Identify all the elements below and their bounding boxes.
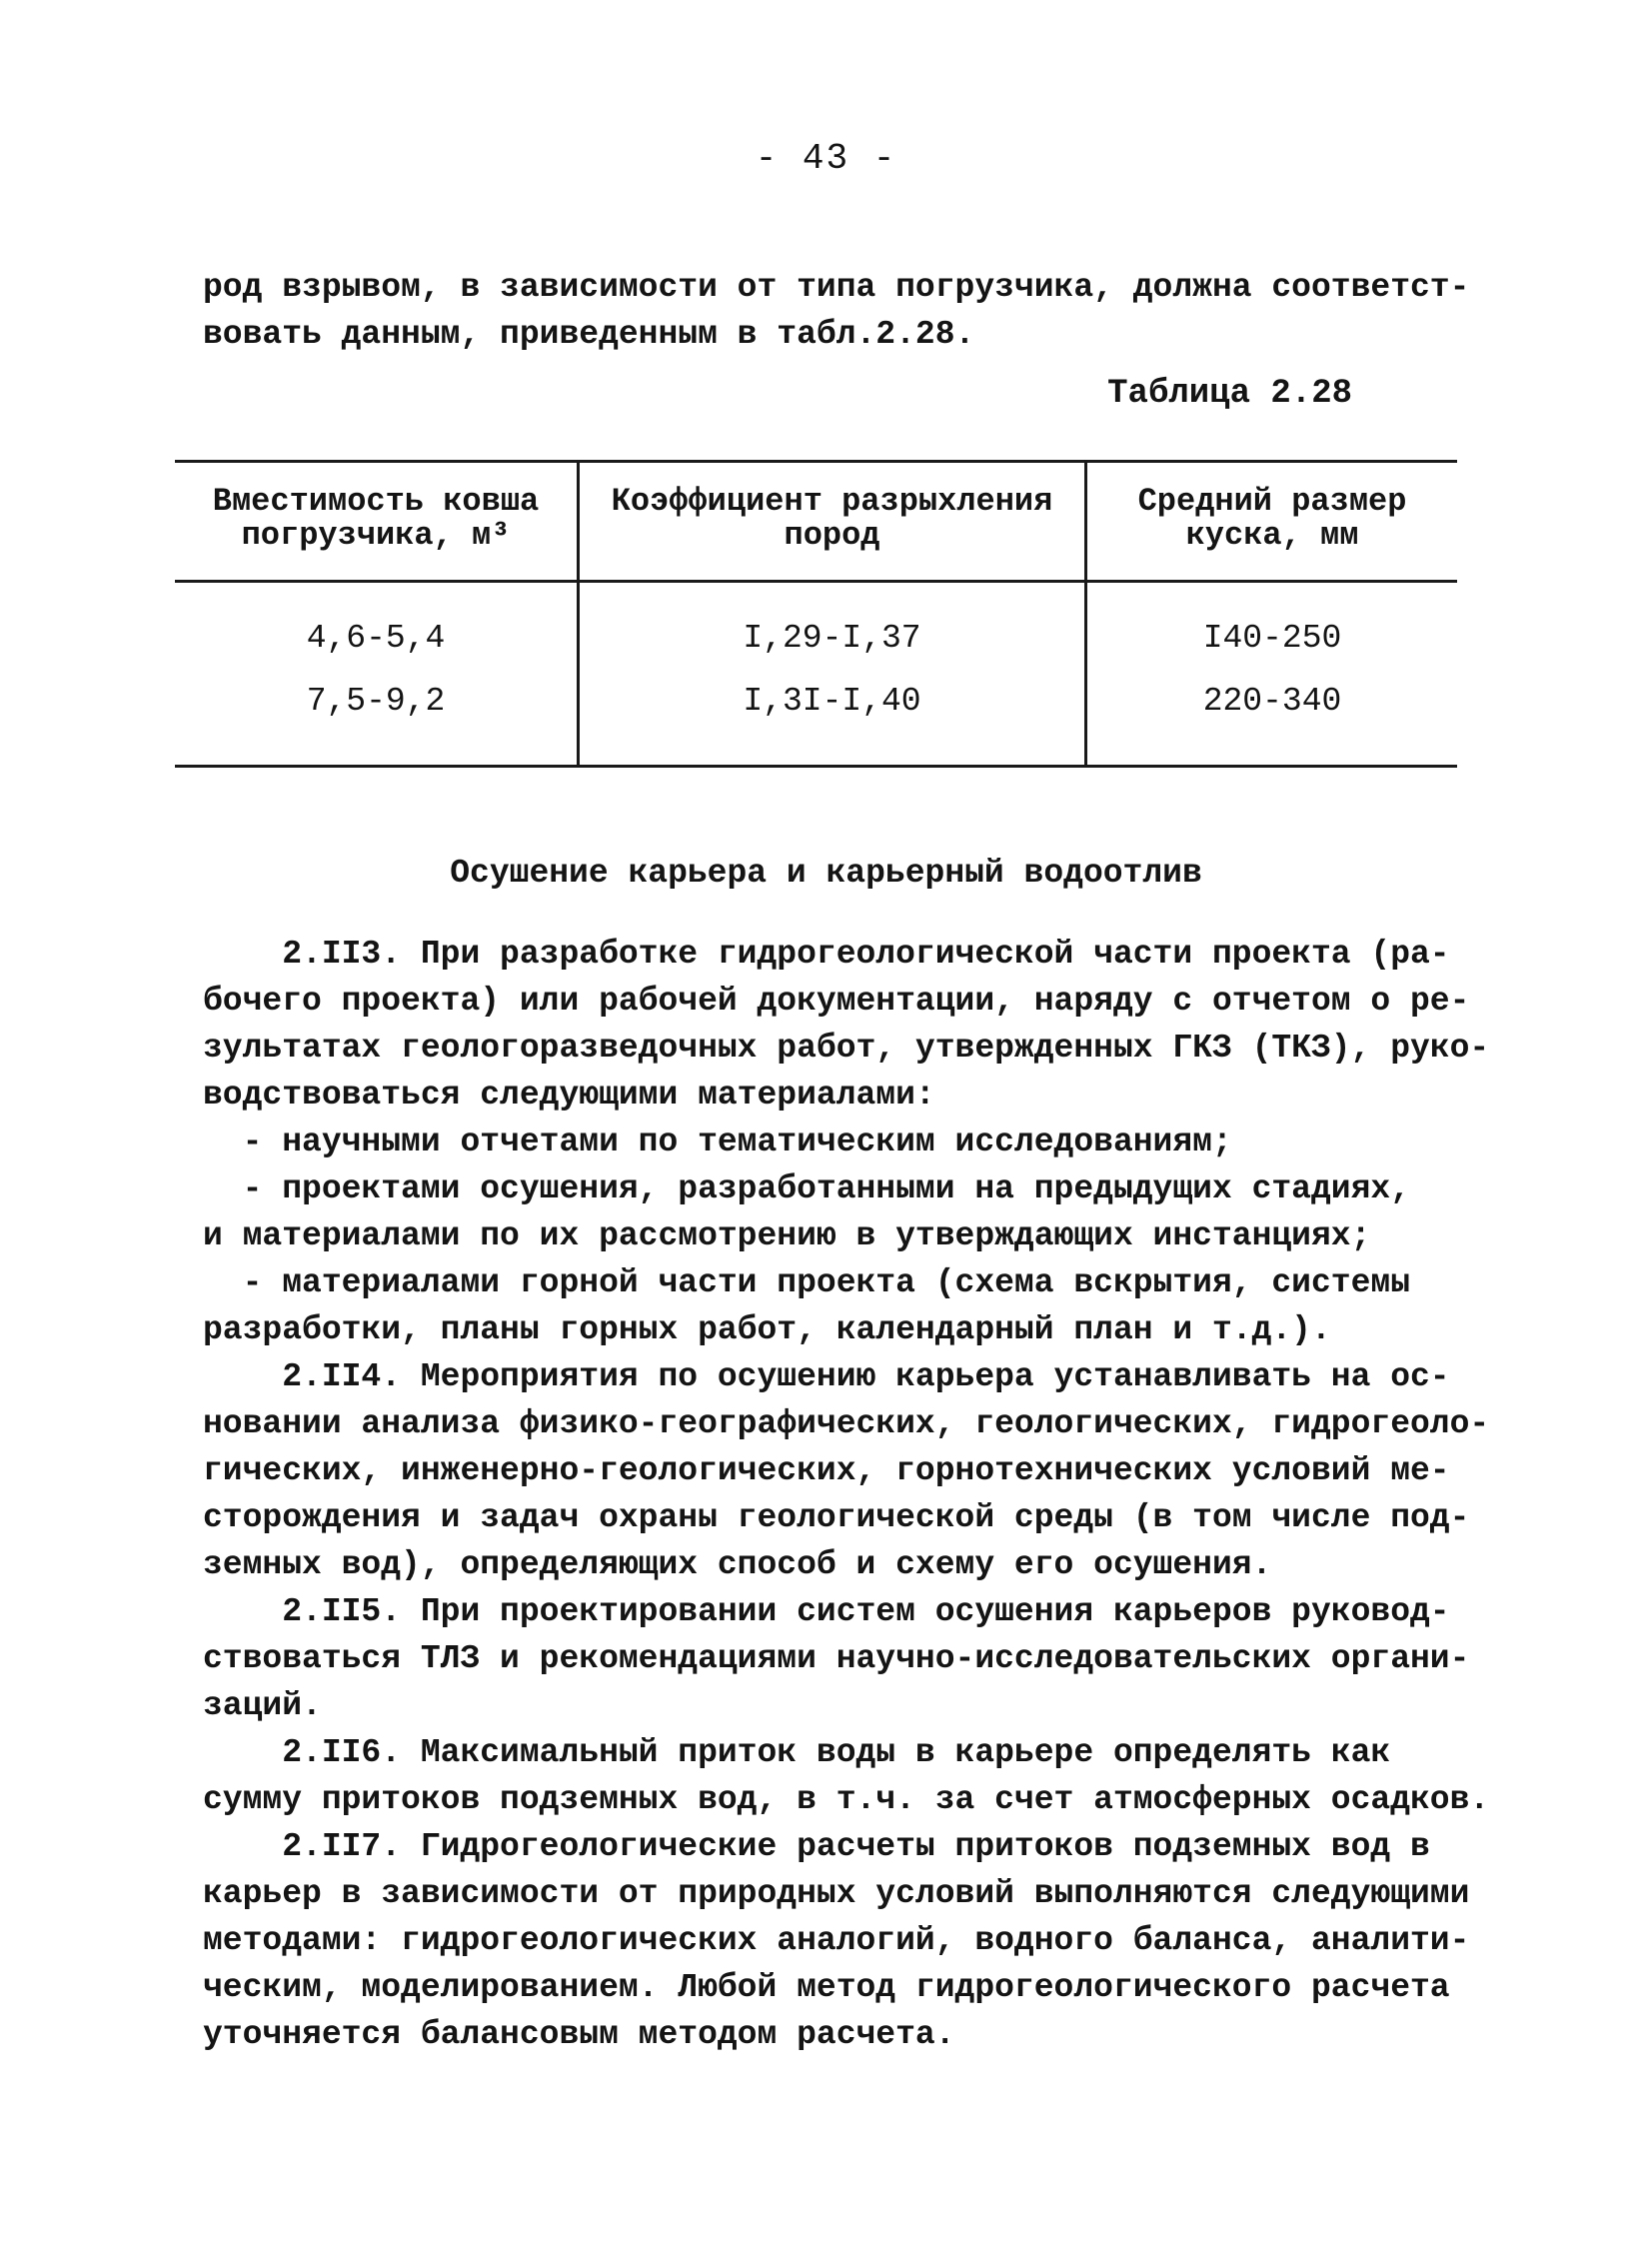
table-top-rule — [175, 460, 1457, 463]
table-caption: Таблица 2.28 — [1107, 375, 1352, 413]
body-line: 2.II6. Максимальный приток воды в карьере определять как — [203, 1734, 1391, 1771]
body-line: методами: гидрогеологических аналогий, водного баланса, аналити- — [203, 1922, 1470, 1959]
body-line: заций. — [203, 1687, 322, 1724]
table-cell: 220-340 — [1202, 683, 1342, 720]
body-line: земных вод), определяющих способ и схему его осушения. — [203, 1546, 1272, 1583]
body-line: ствоваться ТЛЗ и рекомендациями научно-исследовательских органи- — [203, 1640, 1470, 1677]
body-line: 2.II5. При проектировании систем осушения карьеров руковод- — [203, 1593, 1450, 1630]
body-line: гических, инженерно-геологических, горнотехнических условий ме- — [203, 1452, 1450, 1489]
body-line: - материалами горной части проекта (схема вскрытия, системы — [203, 1264, 1410, 1301]
table-header-cell: Вместимость ковша погрузчика, м³ — [212, 483, 540, 554]
page-number: - 43 - — [755, 138, 897, 179]
body-line: сторождения и задач охраны геологической среды (в том числе под- — [203, 1499, 1470, 1536]
intro-line: род взрывом, в зависимости от типа погрузчика, должна соответст- — [203, 269, 1470, 306]
table-bottom-rule — [175, 765, 1457, 768]
body-line: водствоваться следующими материалами: — [203, 1077, 935, 1114]
table-cell: 4,6-5,4 — [306, 620, 446, 657]
body-line: разработки, планы горных работ, календарный план и т.д.). — [203, 1311, 1331, 1348]
table-cell: 7,5-9,2 — [306, 683, 446, 720]
table-cell: I,3I-I,40 — [743, 683, 921, 720]
body-line: карьер в зависимости от природных условий выполняются следующими — [203, 1875, 1470, 1912]
table-cell: I,29-I,37 — [743, 620, 921, 657]
table-header-rule — [175, 580, 1457, 583]
body-line: новании анализа физико-географических, геологических, гидрогеоло- — [203, 1405, 1490, 1442]
body-line: - проектами осушения, разработанными на предыдущих стадиях, — [203, 1170, 1410, 1207]
body-line: уточняется балансовым методом расчета. — [203, 2016, 955, 2053]
body-line: ческим, моделированием. Любой метод гидрогеологического расчета — [203, 1969, 1450, 2006]
body-line: 2.II4. Мероприятия по осушению карьера устанавливать на ос- — [203, 1358, 1450, 1395]
body-line: 2.II7. Гидрогеологические расчеты притоков подземных вод в — [203, 1828, 1430, 1865]
body-line: бочего проекта) или рабочей документации, наряду с отчетом о ре- — [203, 983, 1470, 1020]
body-line: зультатах геологоразведочных работ, утвержденных ГКЗ (ТКЗ), руко- — [203, 1030, 1490, 1067]
body-line: сумму притоков подземных вод, в т.ч. за счет атмосферных осадков. — [203, 1781, 1490, 1818]
body-line: и материалами по их рассмотрению в утверждающих инстанциях; — [203, 1217, 1371, 1254]
table-header-cell: Коэффициент разрыхления пород — [611, 483, 1053, 554]
body-line: 2.II3. При разработке гидрогеологической части проекта (ра- — [203, 936, 1450, 973]
section-heading: Осушение карьера и карьерный водоотлив — [450, 855, 1202, 892]
body-line: - научными отчетами по тематическим исследованиям; — [203, 1123, 1232, 1160]
table-cell: I40-250 — [1202, 620, 1342, 657]
table-header-cell: Средний размер куска, мм — [1137, 483, 1407, 554]
intro-line: вовать данным, приведенным в табл.2.28. — [203, 316, 975, 353]
